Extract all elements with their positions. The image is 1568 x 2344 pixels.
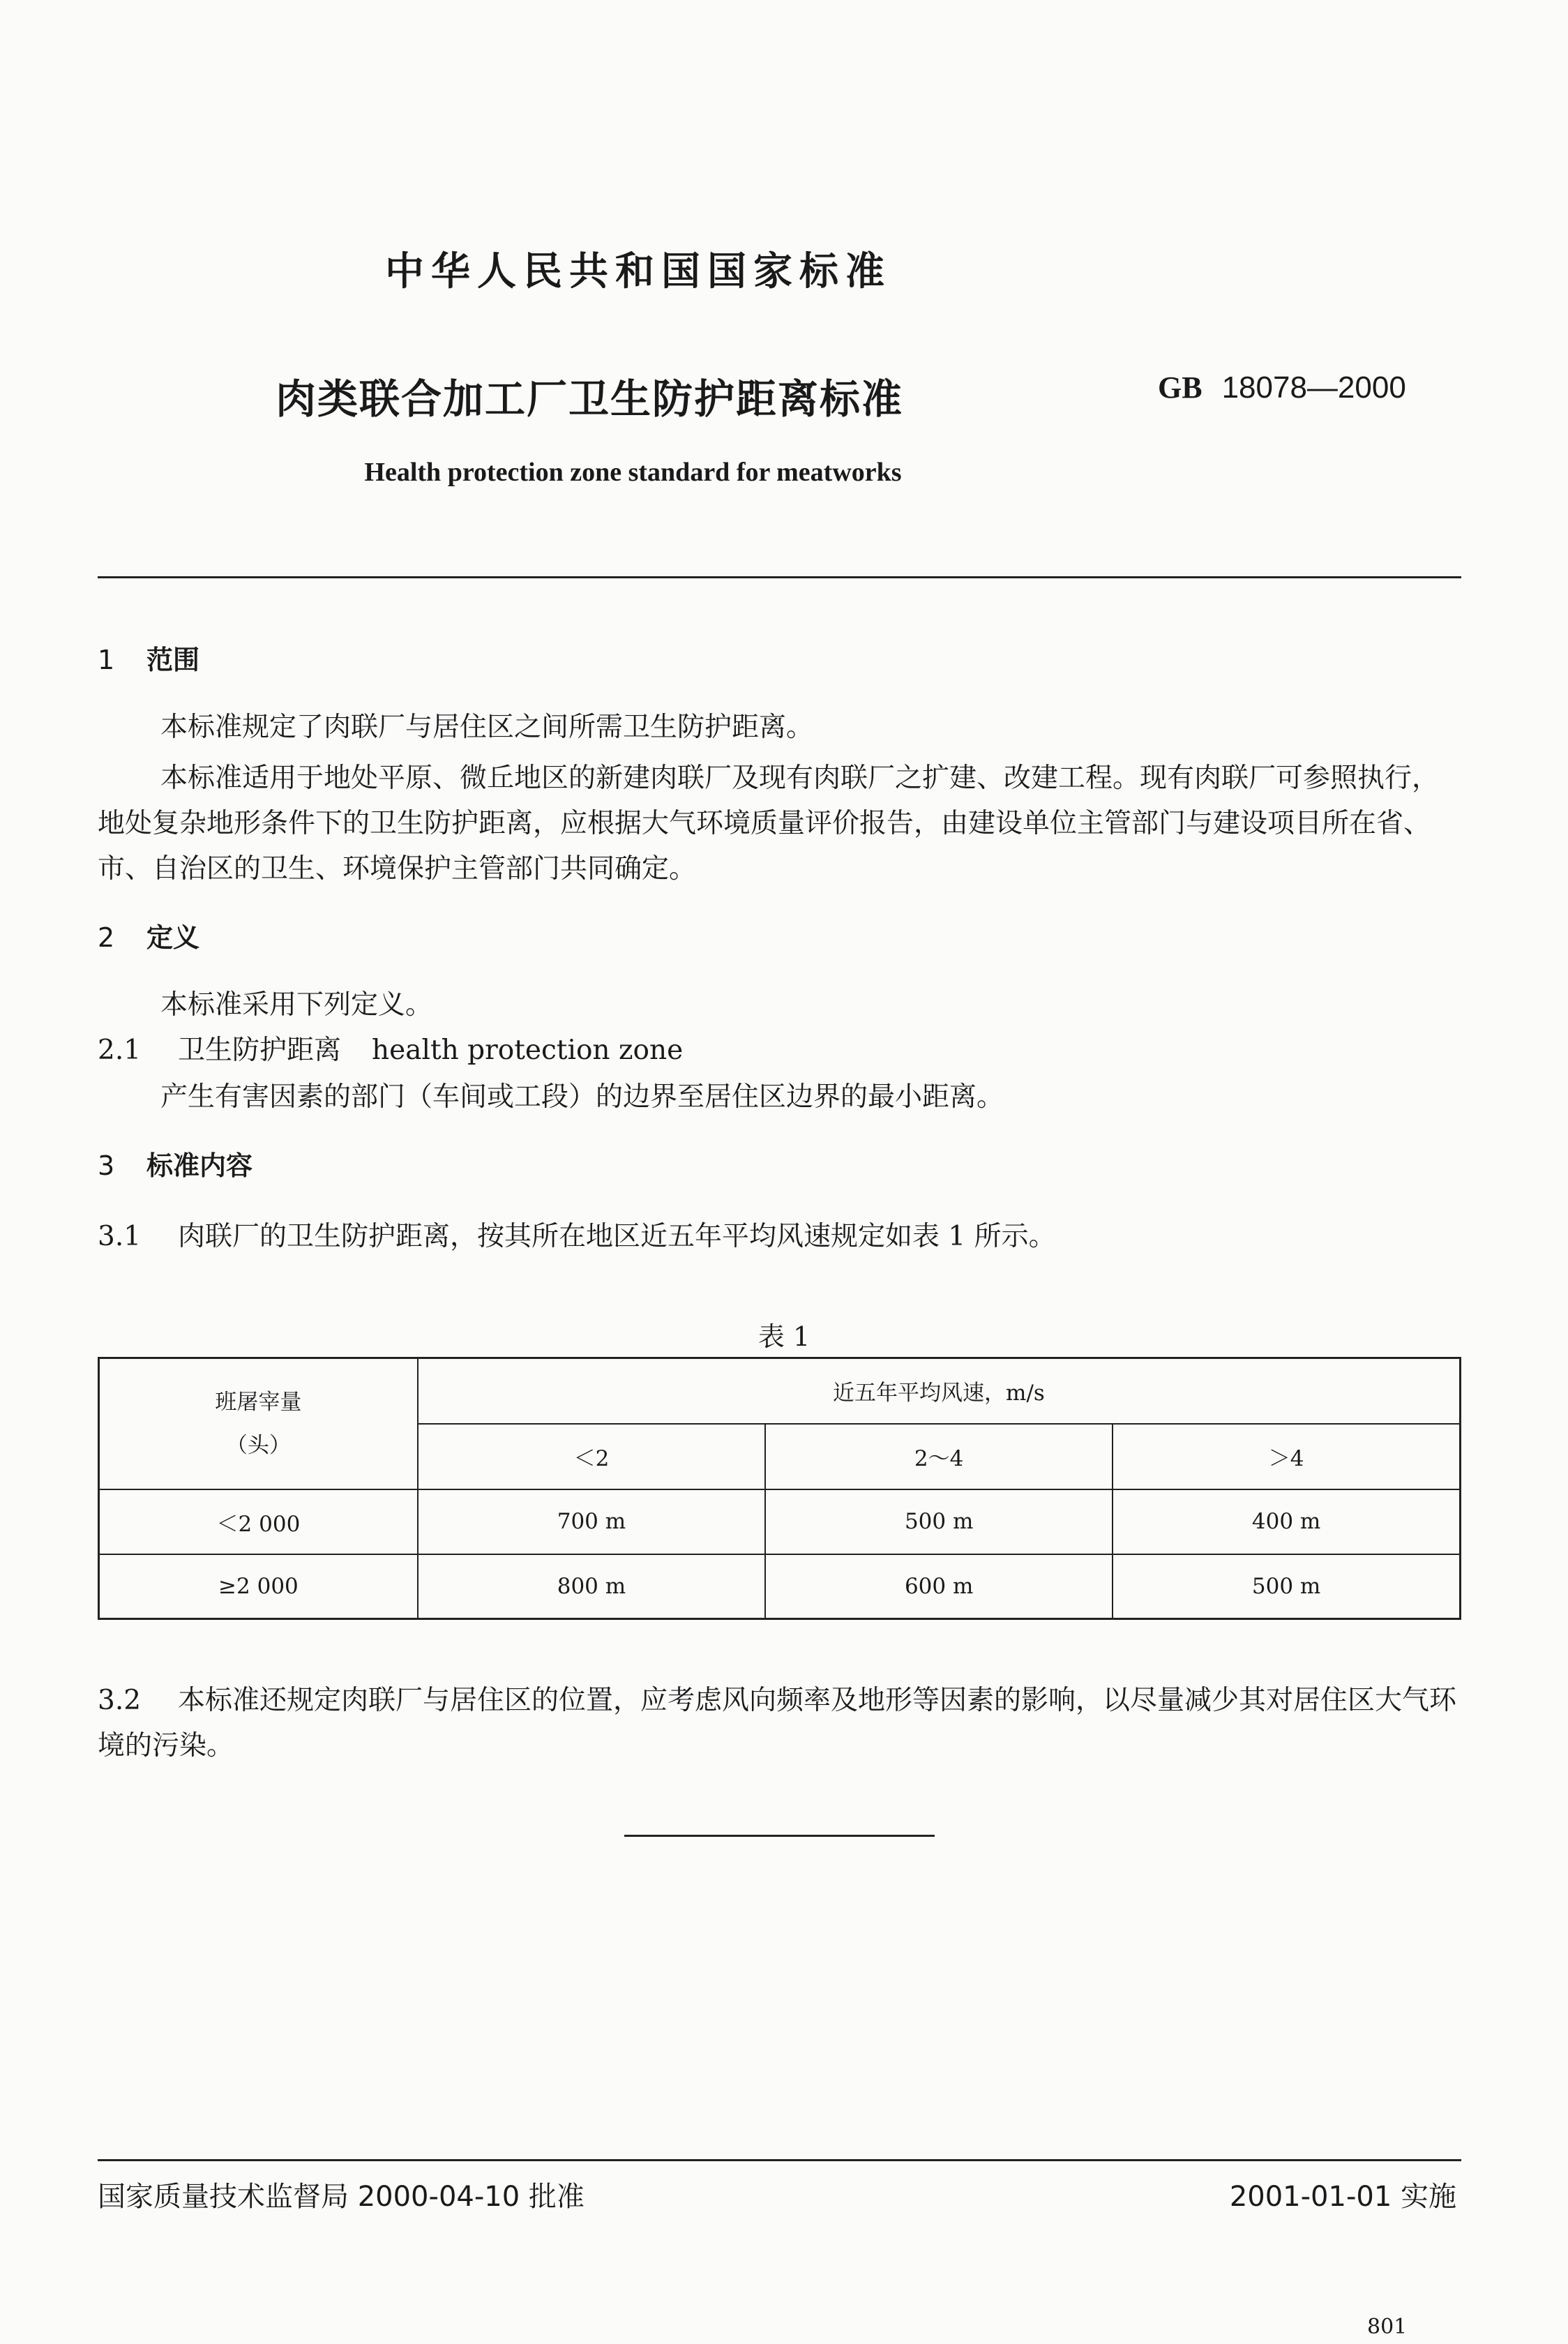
column-header: ＜2 xyxy=(418,1424,765,1489)
end-divider xyxy=(624,1835,935,1837)
section-3-heading xyxy=(98,1144,252,1182)
column-header: ＞4 xyxy=(1113,1424,1460,1489)
section-number: 3 xyxy=(98,1150,115,1181)
subsection-number: 3.1 xyxy=(98,1221,142,1252)
definition-term: 卫生防护距离 xyxy=(178,1035,342,1066)
row-header-line-2: （头） xyxy=(225,1432,291,1458)
table-row xyxy=(99,1554,1461,1619)
table-cell: 800 m xyxy=(418,1554,765,1619)
clause-3-2 xyxy=(98,1678,1461,1768)
table-cell: 700 m xyxy=(418,1489,765,1554)
approval-date: 国家质量技术监督局 2000-04-10 批准 xyxy=(98,2181,585,2213)
definition-text: 产生有害因素的部门（车间或工段）的边界至居住区边界的最小距离。 xyxy=(160,1081,1004,1113)
row-label: ≥2 000 xyxy=(99,1554,418,1619)
standard-prefix: GB xyxy=(1158,370,1203,405)
table-cell: 400 m xyxy=(1113,1489,1460,1554)
clause-text: 肉联厂的卫生防护距离，按其所在地区近五年平均风速规定如表 1 所示。 xyxy=(178,1221,1056,1252)
table-header-row xyxy=(99,1358,1461,1424)
row-header-cell xyxy=(99,1358,418,1489)
header-divider xyxy=(98,576,1461,578)
column-group-header: 近五年平均风速，m/s xyxy=(418,1358,1461,1424)
row-header-line-1: 班屠宰量 xyxy=(215,1389,302,1415)
table-cell: 500 m xyxy=(1113,1554,1460,1619)
table-row xyxy=(99,1489,1461,1554)
definition-2-1 xyxy=(98,1028,683,1073)
footer-divider xyxy=(98,2159,1461,2161)
definition-term-english: health protection zone xyxy=(372,1035,684,1066)
section-1-heading xyxy=(98,638,199,677)
subsection-number: 2.1 xyxy=(98,1035,142,1066)
section-title: 范围 xyxy=(146,645,200,675)
national-standard-heading: 中华人民共和国国家标准 xyxy=(385,249,891,294)
section-number: 2 xyxy=(98,922,115,953)
section-1-paragraph-1: 本标准规定了肉联厂与居住区之间所需卫生防护距离。 xyxy=(160,712,814,743)
table-caption: 表 1 xyxy=(757,1321,811,1352)
section-title: 标准内容 xyxy=(146,1150,253,1181)
wind-distance-table xyxy=(98,1357,1461,1620)
effective-date: 2001-01-01 实施 xyxy=(1229,2181,1456,2213)
subsection-number: 3.2 xyxy=(98,1685,142,1716)
clause-3-1 xyxy=(98,1214,1056,1259)
standard-number xyxy=(1158,370,1406,405)
section-title: 定义 xyxy=(146,922,200,953)
page-number: 801 xyxy=(1367,2315,1408,2339)
document-title: 肉类联合加工厂卫生防护距离标准 xyxy=(276,375,904,423)
section-1-paragraph-2: 本标准适用于地处平原、微丘地区的新建肉联厂及现有肉联厂之扩建、改建工程。现有肉联厂可参照执行，地处复杂地形条件下的卫生防护距离，应根据大气环境质量评价报告，由建设单位主管部门与建设项目所在省、市、自治区的卫生、环境保护主管部门共同确定。 xyxy=(98,762,1440,885)
column-header: 2～4 xyxy=(765,1424,1113,1489)
english-title: Health protection zone standard for meatworks xyxy=(364,458,902,487)
table-cell: 500 m xyxy=(765,1489,1113,1554)
section-2-paragraph-1: 本标准采用下列定义。 xyxy=(160,989,433,1021)
section-2-heading xyxy=(98,916,199,954)
table-cell: 600 m xyxy=(765,1554,1113,1619)
row-label: ＜2 000 xyxy=(99,1489,418,1554)
section-number: 1 xyxy=(98,645,115,675)
clause-text: 本标准还规定肉联厂与居住区的位置，应考虑风向频率及地形等因素的影响，以尽量减少其对居住区大气环境的污染。 xyxy=(98,1685,1457,1761)
standard-code: 18078—2000 xyxy=(1221,370,1406,405)
